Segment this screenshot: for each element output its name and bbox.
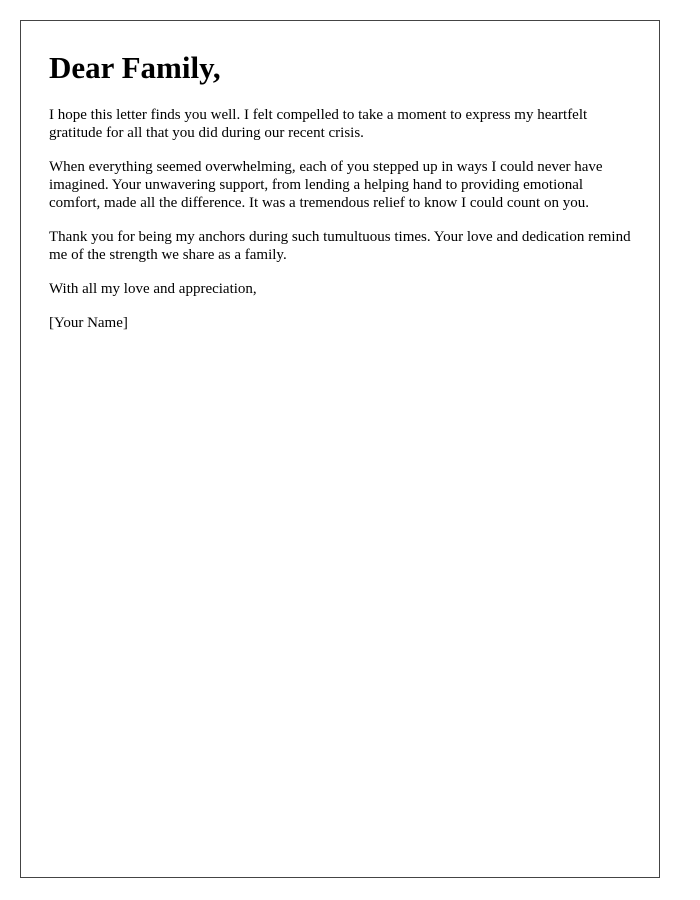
letter-page (20, 20, 660, 878)
letter-paragraph-intro: I hope this letter finds you well. I felt compelled to take a moment to express my heartfelt gratitude for all that you did during our recent crisis. (49, 107, 588, 142)
letter-paragraph-thanks: Thank you for being my anchors during such tumultuous times. Your love and dedication remind me of the strength we share as a family. (49, 229, 631, 264)
letter-closing: With all my love and appreciation, (49, 281, 257, 298)
letter-paragraph-support: When everything seemed overwhelming, each of you stepped up in ways I could never have imagined. Your unwavering support, from lending a helping hand to providing emotional comfort, made all the difference. It was a tremendous relief to know I could count on you. (49, 159, 603, 212)
letter-signature: [Your Name] (49, 315, 128, 332)
letter-greeting: Dear Family, (49, 50, 221, 85)
